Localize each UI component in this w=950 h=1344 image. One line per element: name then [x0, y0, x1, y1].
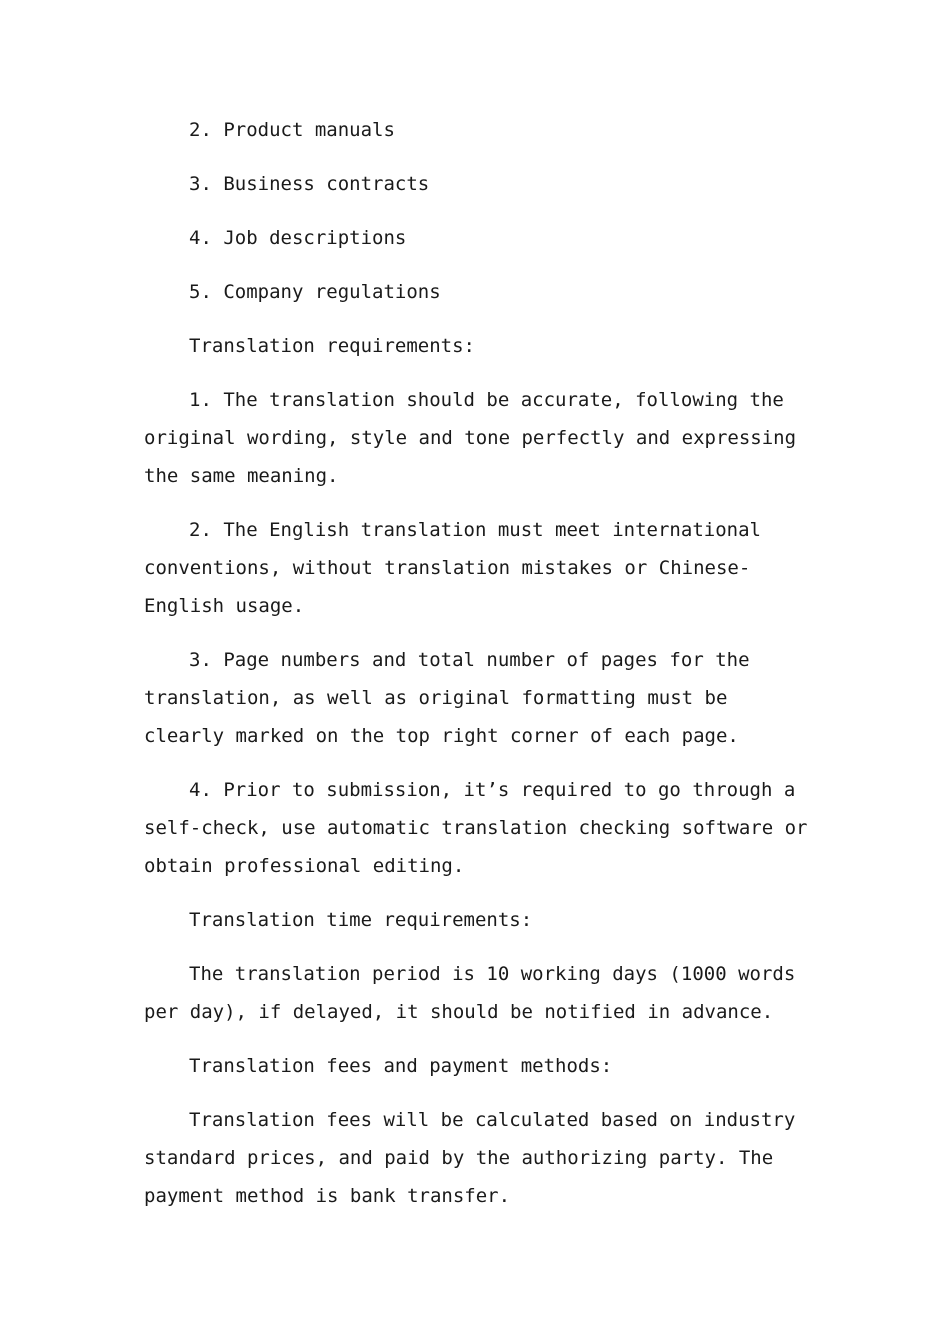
list-item-job-descriptions: 4. Job descriptions	[189, 227, 407, 249]
fees-payment-text: Translation fees will be calculated based on industry standard prices, and paid by the authorizing party. The payment method is bank transfer.	[144, 1109, 796, 1207]
requirement-accuracy: 1. The translation should be accurate, following the original wording, style and tone perfectly and expressing the same meaning.	[144, 389, 797, 487]
heading-translation-requirements: Translation requirements:	[189, 335, 475, 357]
requirement-page-numbers: 3. Page numbers and total number of pages for the translation, as well as original formatting must be clearly marked on the top right corner of each page.	[144, 649, 750, 747]
heading-fees-payment: Translation fees and payment methods:	[189, 1055, 613, 1077]
time-requirement-text: The translation period is 10 working days (1000 words per day), if delayed, it should be notified in advance.	[144, 963, 796, 1023]
heading-time-requirements: Translation time requirements:	[189, 909, 533, 931]
requirement-self-check: 4. Prior to submission, it’s required to go through a self-check, use automatic translation checking software or obtain professional editing.	[144, 779, 808, 877]
requirement-conventions: 2. The English translation must meet international conventions, without translation mistakes or Chinese-English usage.	[144, 519, 761, 617]
document-body	[144, 111, 809, 1231]
list-item-product-manuals: 2. Product manuals	[189, 119, 395, 141]
list-item-company-regulations: 5. Company regulations	[189, 281, 441, 303]
list-item-business-contracts: 3. Business contracts	[189, 173, 430, 195]
